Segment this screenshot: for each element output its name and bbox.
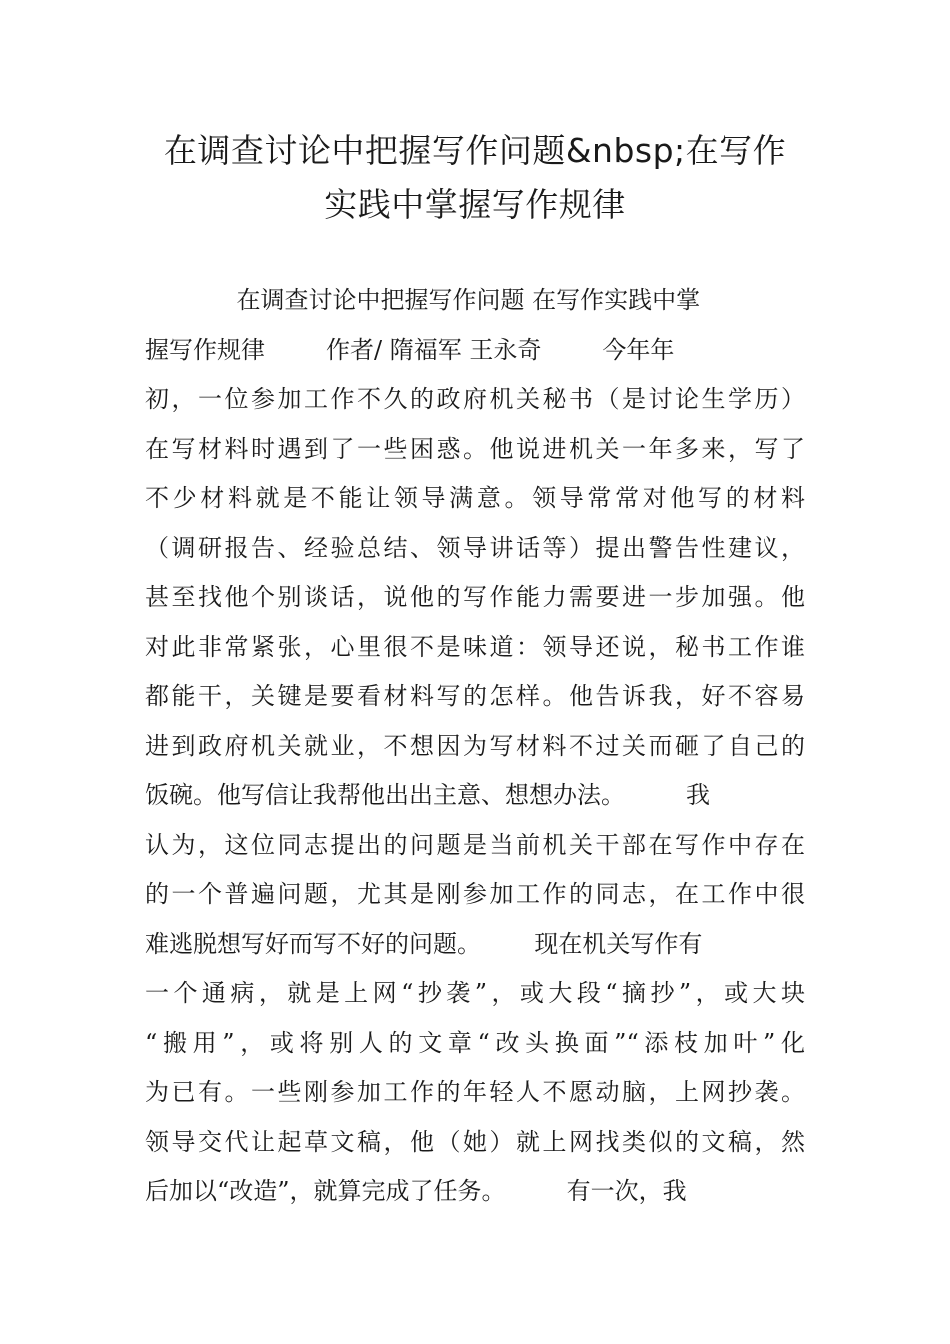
body-line: 为已有。一些刚参加工作的年轻人不愿动脑，上网抄袭。 xyxy=(145,1078,805,1106)
body-line: 一个通病，就是上网“抄袭”，或大段“摘抄”，或大块 xyxy=(145,979,805,1007)
document-title xyxy=(140,124,810,232)
body-line: 领导交代让起草文稿，他（她）就上网找类似的文稿，然 xyxy=(145,1127,805,1156)
body-line: 对此非常紧张，心里很不是味道：领导还说，秘书工作谁 xyxy=(145,632,805,661)
title-line-2: 实践中掌握写作规律 xyxy=(324,185,626,224)
body-line: 握写作规律 作者/ 隋福军 王永奇 今年年 xyxy=(145,335,675,364)
body-line: （调研报告、经验总结、领导讲话等）提出警告性建议， xyxy=(145,533,805,562)
body-line: 难逃脱想写好而写不好的问题。 现在机关写作有 xyxy=(145,929,703,958)
body-line: 认为，这位同志提出的问题是当前机关干部在写作中存在 xyxy=(145,830,805,859)
title-line-1: 在调查讨论中把握写作问题&nbsp;在写作 xyxy=(163,131,787,170)
body-line: 进到政府机关就业，不想因为写材料不过关而砸了自己的 xyxy=(145,731,805,760)
body-line: 不少材料就是不能让领导满意。领导常常对他写的材料 xyxy=(145,484,805,512)
body-line: 后加以“改造”，就算完成了任务。 有一次，我 xyxy=(145,1177,687,1205)
body-line: 的一个普遍问题，尤其是刚参加工作的同志，在工作中很 xyxy=(145,880,805,908)
body-line: 饭碗。他写信让我帮他出出主意、想想办法。 我 xyxy=(145,781,711,809)
body-line: 初，一位参加工作不久的政府机关秘书（是讨论生学历） xyxy=(145,385,805,413)
body-line: 在写材料时遇到了一些困惑。他说进机关一年多来，写了 xyxy=(145,434,805,463)
body-line: “搬用”，或将别人的文章“改头换面”“添枝加叶”化 xyxy=(145,1028,805,1057)
body-line: 都能干，关键是要看材料写的怎样。他告诉我，好不容易 xyxy=(145,682,805,710)
body-line: 甚至找他个别谈话，说他的写作能力需要进一步加强。他 xyxy=(145,583,805,611)
document-body xyxy=(145,276,805,1217)
body-line: 在调查讨论中把握写作问题 在写作实践中掌 xyxy=(145,286,701,314)
